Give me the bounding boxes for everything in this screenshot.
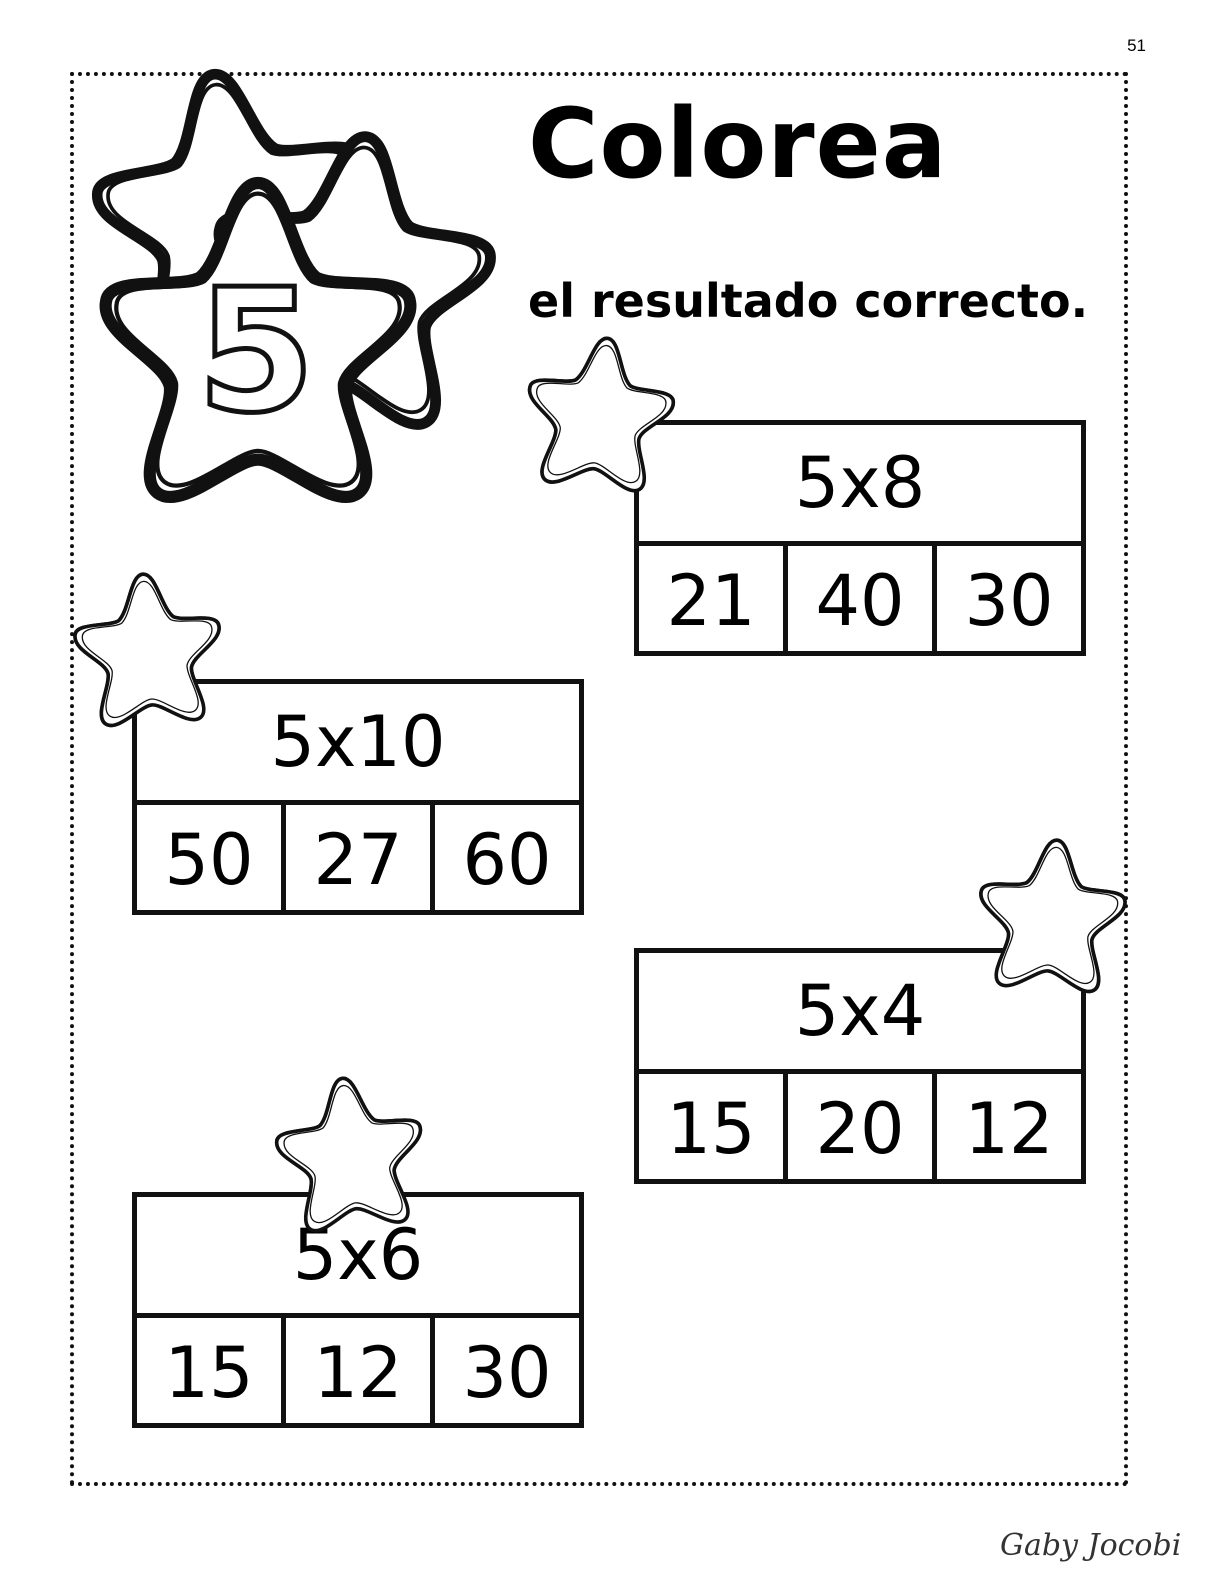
page-number: 51: [1127, 36, 1146, 55]
answer-option[interactable]: 50: [137, 805, 286, 915]
problem-question: 5x8: [639, 425, 1081, 546]
answer-option[interactable]: 30: [964, 560, 1054, 642]
problem-question: 5x10: [137, 684, 579, 805]
answer-option[interactable]: 60: [462, 819, 552, 901]
answer-option[interactable]: 12: [286, 1318, 435, 1428]
big-number-five: 5: [196, 253, 316, 451]
answer-option[interactable]: 15: [137, 1318, 286, 1428]
small-star-overlap-icon-3: [71, 569, 225, 727]
answer-option[interactable]: 15: [639, 1074, 788, 1184]
instruction-text: el resultado correcto.: [528, 274, 1089, 328]
answer-option[interactable]: 30: [462, 1332, 552, 1414]
problem-question: 5x4: [639, 953, 1081, 1074]
answer-option[interactable]: 40: [788, 546, 937, 656]
answer-option[interactable]: 21: [639, 546, 788, 656]
answer-option[interactable]: 20: [788, 1074, 937, 1184]
problem-question: 5x6: [137, 1197, 579, 1318]
page-title: Colorea: [528, 88, 948, 200]
author-signature: Gaby Jocobi: [1000, 1528, 1182, 1563]
answer-option[interactable]: 12: [964, 1088, 1054, 1170]
small-star-overlap-icon-4: [975, 835, 1129, 993]
answer-option[interactable]: 27: [286, 805, 435, 915]
small-star-overlap-icon-2: [520, 331, 679, 494]
small-star-overlap-icon: [271, 1071, 430, 1234]
